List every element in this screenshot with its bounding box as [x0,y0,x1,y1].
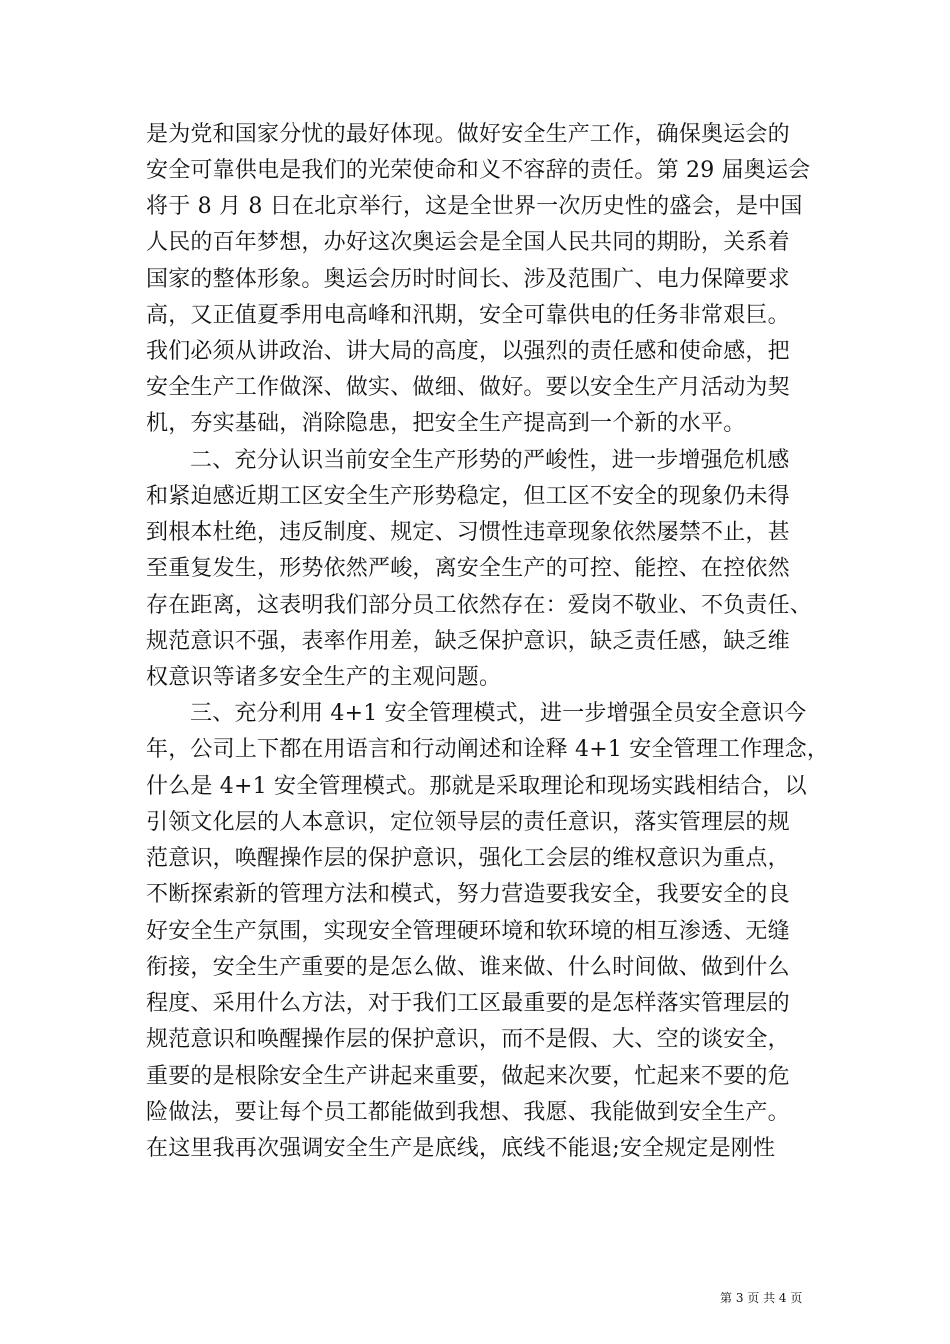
text-line: 安全可靠供电是我们的光荣使命和义不容辞的责任。第 29 届奥运会 [146,158,811,183]
text-line: 至重复发生，形势依然严峻，离安全生产的可控、能控、在控依然 [146,556,790,581]
text-line: 机，夯实基础，消除隐患，把安全生产提高到一个新的水平。 [146,411,746,436]
text-line: 将于 8 月 8 日在北京举行，这是全世界一次历史性的盛会，是中国 [146,194,803,219]
text-line: 到根本杜绝，违反制度、规定、习惯性违章现象依然屡禁不止，甚 [146,520,790,545]
text-line: 程度、采用什么方法，对于我们工区最重要的是怎样落实管理层的 [146,991,790,1016]
text-line: 规范意识不强，表率作用差，缺乏保护意识，缺乏责任感，缺乏维 [146,629,790,654]
section-heading-2: 二、充分认识当前安全生产形势的严峻性，进一步增强危机感 [190,448,790,473]
text-line: 重要的是根除安全生产讲起来重要，做起来次要，忙起来不要的危 [146,1064,790,1089]
text-line: 国家的整体形象。奥运会历时时间长、涉及范围广、电力保障要求 [146,267,790,292]
text-line: 存在距离，这表明我们部分员工依然存在：爱岗不敬业、不负责任、 [146,593,813,618]
text-line: 范意识，唤醒操作层的保护意识，强化工会层的维权意识为重点， [146,846,790,871]
text-line: 人民的百年梦想，办好这次奥运会是全国人民共同的期盼，关系着 [146,230,790,255]
text-line: 好安全生产氛围，实现安全管理硬环境和软环境的相互渗透、无缝 [146,919,790,944]
text-line: 高，又正值夏季用电高峰和汛期，安全可靠供电的任务非常艰巨。 [146,303,790,328]
section-heading-3: 三、充分利用 4+1 安全管理模式，进一步增强全员安全意识今 [190,701,807,726]
text-line: 衔接，安全生产重要的是怎么做、谁来做、什么时间做、做到什么 [146,955,790,980]
text-line: 我们必须从讲政治、讲大局的高度，以强烈的责任感和使命感，把 [146,339,790,364]
text-line: 安全生产工作做深、做实、做细、做好。要以安全生产月活动为契 [146,375,790,400]
text-line: 在这里我再次强调安全生产是底线，底线不能退;安全规定是刚性 [146,1136,776,1161]
text-line: 权意识等诸多安全生产的主观问题。 [146,665,502,690]
page-number: 第 3 页 共 4 页 [720,1291,803,1305]
text-line: 引领文化层的人本意识，定位领导层的责任意识，落实管理层的规 [146,810,790,835]
text-line: 不断探索新的管理方法和模式，努力营造要我安全，我要安全的良 [146,882,790,907]
text-line: 是为党和国家分忧的最好体现。做好安全生产工作，确保奥运会的 [146,122,790,147]
text-line: 年，公司上下都在用语言和行动阐述和诠释 4+1 安全管理工作理念， [146,737,830,762]
text-line: 规范意识和唤醒操作层的保护意识，而不是假、大、空的谈安全， [146,1027,790,1052]
text-line: 和紧迫感近期工区安全生产形势稳定，但工区不安全的现象仍未得 [146,484,790,509]
text-line: 什么是 4+1 安全管理模式。那就是采取理论和现场实践相结合，以 [146,774,807,799]
text-line: 险做法，要让每个员工都能做到我想、我愿、我能做到安全生产。 [146,1100,790,1125]
